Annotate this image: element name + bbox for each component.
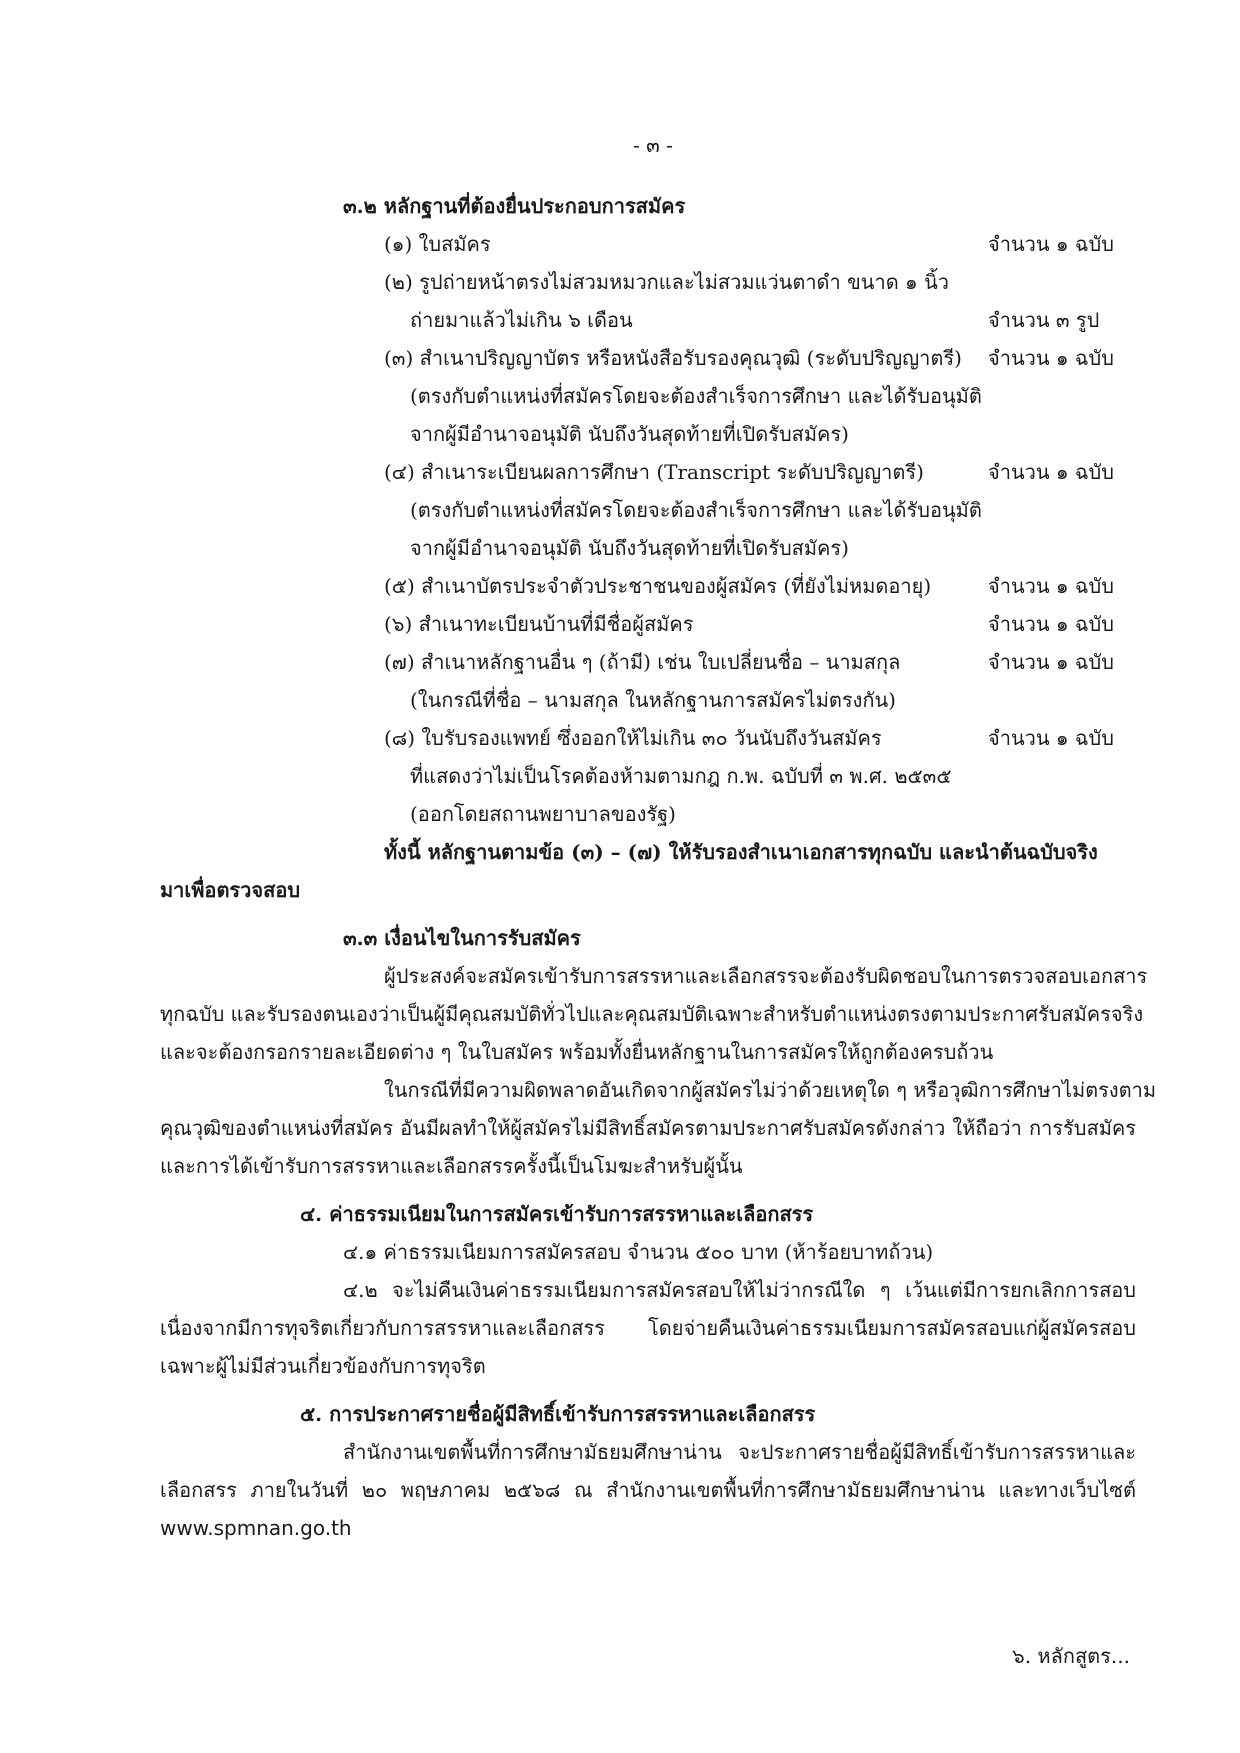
section-5-heading: ๕. การประกาศรายชื่อผู้มีสิทธิ์เข้ารับการสรรหาและเลือกสรร	[300, 1402, 816, 1426]
item-3-line-1: (๓) สำเนาปริญญาบัตร หรือหนังสือรับรองคุณวุฒิ (ระดับปริญญาตรี)	[384, 346, 962, 370]
item-6-qty: จำนวน ๑ ฉบับ	[988, 612, 1114, 636]
item-4-line-1: (๔) สำเนาระเบียนผลการศึกษา (Transcript ระดับปริญญาตรี)	[384, 460, 924, 484]
item-5-text: (๕) สำเนาบัตรประจำตัวประชาชนของผู้สมัคร (ที่ยังไม่หมดอายุ)	[384, 574, 932, 598]
item-5-qty: จำนวน ๑ ฉบับ	[988, 574, 1114, 598]
continuation-marker: ๖. หลักสูตร...	[1012, 1644, 1130, 1668]
item-7-line-2: (ในกรณีที่ชื่อ – นามสกุล ในหลักฐานการสมัครไม่ตรงกัน)	[410, 688, 896, 712]
website-url: www.spmnan.go.th	[160, 1516, 352, 1540]
section-3-3-p2-line-2: คุณวุฒิของตำแหน่งที่สมัคร อันมีผลทำให้ผู้สมัครไม่มีสิทธิ์สมัครตามประกาศรับสมัครดังกล่าว ให้ถือว่า การรับสมัคร	[160, 1116, 1136, 1140]
item-8-line-3: (ออกโดยสถานพยาบาลของรัฐ)	[410, 802, 676, 826]
item-3-line-2: (ตรงกับตำแหน่งที่สมัครโดยจะต้องสำเร็จการศึกษา และได้รับอนุมัติ	[410, 384, 982, 408]
section-4-1: ๔.๑ ค่าธรรมเนียมการสมัครสอบ จำนวน ๕๐๐ บาท (ห้าร้อยบาทถ้วน)	[343, 1240, 934, 1264]
item-3-line-3: จากผู้มีอำนาจอนุมัติ นับถึงวันสุดท้ายที่เปิดรับสมัคร)	[410, 422, 849, 446]
section-4-heading: ๔. ค่าธรรมเนียมในการสมัครเข้ารับการสรรหาและเลือกสรร	[300, 1202, 814, 1226]
item-3-qty: จำนวน ๑ ฉบับ	[988, 346, 1114, 370]
item-2-line-2: ถ่ายมาแล้วไม่เกิน ๖ เดือน	[410, 308, 633, 332]
item-8-qty: จำนวน ๑ ฉบับ	[988, 726, 1114, 750]
section-3-3-p1-line-3: และจะต้องกรอกรายละเอียดต่าง ๆ ในใบสมัคร พร้อมทั้งยื่นหลักฐานในการสมัครให้ถูกต้องครบถ้วน	[160, 1040, 994, 1064]
section-4-2-line-1: ๔.๒ จะไม่คืนเงินค่าธรรมเนียมการสมัครสอบให้ไม่ว่ากรณีใด ๆ เว้นแต่มีการยกเลิกการสอบ	[343, 1278, 1136, 1302]
section-4-2-line-3: เฉพาะผู้ไม่มีส่วนเกี่ยวข้องกับการทุจริต	[160, 1354, 486, 1378]
item-2-qty: จำนวน ๓ รูป	[988, 308, 1100, 332]
section-3-3-p2-line-3: และการได้เข้ารับการสรรหาและเลือกสรรครั้งนี้เป็นโมฆะสำหรับผู้นั้น	[160, 1154, 743, 1178]
section-3-2-note-line-2: มาเพื่อตรวจสอบ	[160, 878, 301, 902]
section-5-line-1: สำนักงานเขตพื้นที่การศึกษามัธยมศึกษาน่าน จะประกาศรายชื่อผู้มีสิทธิ์เข้ารับการสรรหาและ	[343, 1440, 1136, 1464]
item-2-line-1: (๒) รูปถ่ายหน้าตรงไม่สวมหมวกและไม่สวมแว่นตาดำ ขนาด ๑ นิ้ว	[384, 270, 950, 294]
item-1-text: (๑) ใบสมัคร	[384, 232, 491, 256]
item-8-line-1: (๘) ใบรับรองแพทย์ ซึ่งออกให้ไม่เกิน ๓๐ วันนับถึงวันสมัคร	[384, 726, 882, 750]
item-1-qty: จำนวน ๑ ฉบับ	[988, 232, 1114, 256]
section-3-3-p1-line-2: ทุกฉบับ และรับรองตนเองว่าเป็นผู้มีคุณสมบัติทั่วไปและคุณสมบัติเฉพาะสำหรับตำแหน่งตรงตามประกาศรับสมัครจริง	[160, 1002, 1144, 1026]
section-5-line-2: เลือกสรร ภายในวันที่ ๒๐ พฤษภาคม ๒๕๖๘ ณ สำนักงานเขตพื้นที่การศึกษามัธยมศึกษาน่าน และทางเว็บไซต์	[160, 1478, 1136, 1502]
section-4-2-line-2: เนื่องจากมีการทุจริตเกี่ยวกับการสรรหาและเลือกสรร โดยจ่ายคืนเงินค่าธรรมเนียมการสมัครสอบแก่ผู้สมัครสอบ	[160, 1316, 1136, 1340]
item-7-qty: จำนวน ๑ ฉบับ	[988, 650, 1114, 674]
item-7-line-1: (๗) สำเนาหลักฐานอื่น ๆ (ถ้ามี) เช่น ใบเปลี่ยนชื่อ – นามสกุล	[384, 650, 901, 674]
page-number: - ๓ -	[633, 133, 673, 157]
item-6-text: (๖) สำเนาทะเบียนบ้านที่มีชื่อผู้สมัคร	[384, 612, 694, 636]
section-3-2-heading: ๓.๒ หลักฐานที่ต้องยื่นประกอบการสมัคร	[343, 194, 686, 218]
item-4-line-3: จากผู้มีอำนาจอนุมัติ นับถึงวันสุดท้ายที่เปิดรับสมัคร)	[410, 536, 849, 560]
item-4-qty: จำนวน ๑ ฉบับ	[988, 460, 1114, 484]
section-3-2-note-line-1: ทั้งนี้ หลักฐานตามข้อ (๓) – (๗) ให้รับรองสำเนาเอกสารทุกฉบับ และนำต้นฉบับจริง	[384, 840, 1098, 864]
section-3-3-p1-line-1: ผู้ประสงค์จะสมัครเข้ารับการสรรหาและเลือกสรรจะต้องรับผิดชอบในการตรวจสอบเอกสาร	[384, 964, 1148, 988]
item-8-line-2: ที่แสดงว่าไม่เป็นโรคต้องห้ามตามกฎ ก.พ. ฉบับที่ ๓ พ.ศ. ๒๕๓๕	[410, 764, 952, 788]
section-3-3-p2-line-1: ในกรณีที่มีความผิดพลาดอันเกิดจากผู้สมัครไม่ว่าด้วยเหตุใด ๆ หรือวุฒิการศึกษาไม่ตรงตาม	[384, 1078, 1157, 1102]
section-3-3-heading: ๓.๓ เงื่อนไขในการรับสมัคร	[343, 926, 581, 950]
item-4-line-2: (ตรงกับตำแหน่งที่สมัครโดยจะต้องสำเร็จการศึกษา และได้รับอนุมัติ	[410, 498, 982, 522]
